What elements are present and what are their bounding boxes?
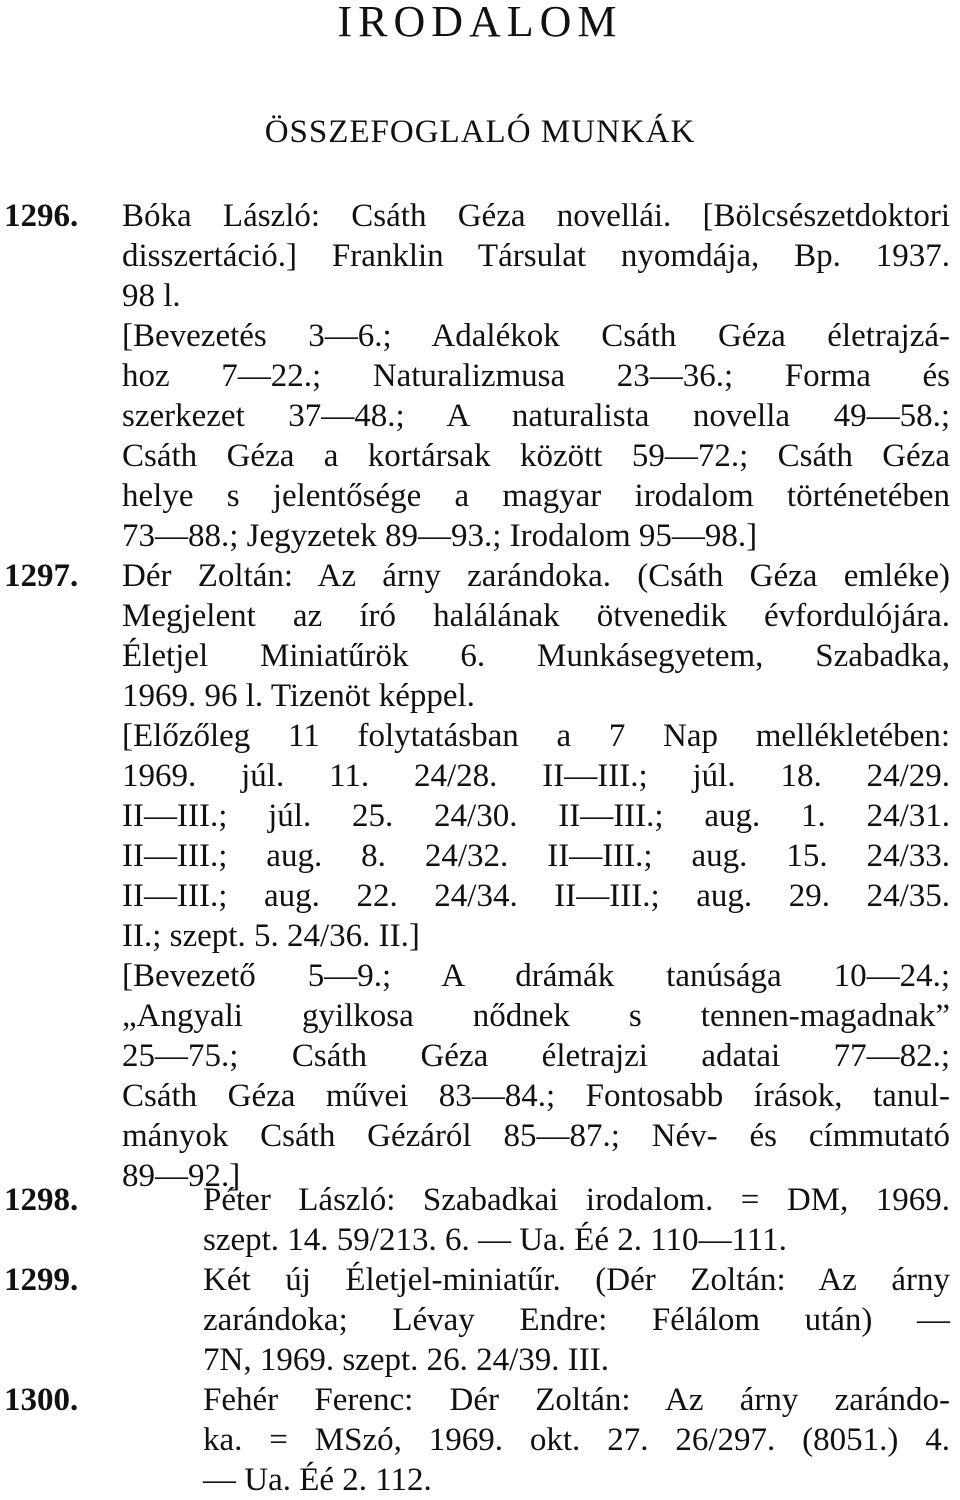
entry-line: Péter László: Szabadkai irodalom. = DM, 1969. — [203, 1182, 950, 1218]
entry-line: helye s jelentősége a magyar irodalom történetében — [122, 478, 950, 514]
entry-line: hoz 7—22.; Naturalizmusa 23—36.; Forma és — [122, 358, 950, 394]
entry-line: 25—75.; Csáth Géza életrajzi adatai 77—82.; — [122, 1038, 950, 1074]
entry-line: Dér Zoltán: Az árny zarándoka. (Csáth Géza emléke) — [122, 558, 950, 594]
entry-line: 1969. 96 l. Tizenöt képpel. — [122, 678, 475, 714]
entry-line: 98 l. — [122, 278, 181, 314]
entry-number: 1299. — [4, 1262, 79, 1298]
entry-line: II—III.; júl. 25. 24/30. II—III.; aug. 1. 24/31. — [122, 798, 950, 834]
entry-line: 7N, 1969. szept. 26. 24/39. III. — [203, 1342, 610, 1378]
entry-line: 89—92.] — [122, 1158, 241, 1194]
entry-line: II.; szept. 5. 24/36. II.] — [122, 918, 420, 954]
entry-line: 73—88.; Jegyzetek 89—93.; Irodalom 95—98.] — [122, 518, 758, 554]
entry-text — [203, 1180, 950, 1260]
entry-line: II—III.; aug. 22. 24/34. II—III.; aug. 29. 24/35. — [122, 878, 950, 914]
entry-number: 1296. — [4, 198, 79, 234]
entry-line: zarándoka; Lévay Endre: Félálom után) — — [203, 1302, 950, 1338]
entry-line: Megjelent az író halálának ötvenedik évfordulójára. — [122, 598, 950, 634]
entry-line: 1969. júl. 11. 24/28. II—III.; júl. 18. 24/29. — [122, 758, 950, 794]
entry-line: [Bevezetés 3—6.; Adalékok Csáth Géza életrajzá- — [122, 318, 950, 354]
entry-line: szept. 14. 59/213. 6. — Ua. Éé 2. 110—111. — [203, 1222, 787, 1258]
entry-line: — Ua. Éé 2. 112. — [203, 1462, 432, 1498]
entry-line: disszertáció.] Franklin Társulat nyomdája, Bp. 1937. — [122, 238, 950, 274]
page-heading: IRODALOM — [337, 0, 623, 46]
entry-line: Fehér Ferenc: Dér Zoltán: Az árny zarándo- — [203, 1382, 950, 1418]
section-title: ÖSSZEFOGLALÓ MUNKÁK — [264, 114, 696, 150]
entry-line: II—III.; aug. 8. 24/32. II—III.; aug. 15. 24/33. — [122, 838, 950, 874]
entry-line: „Angyali gyilkosa nődnek s tennen-magadnak” — [122, 998, 950, 1034]
entry-line: [Bevezető 5—9.; A drámák tanúsága 10—24.; — [122, 958, 950, 994]
entry-text — [203, 1380, 950, 1500]
entry-line: Bóka László: Csáth Géza novellái. [Bölcsészetdoktori — [122, 198, 950, 234]
entry-line: Csáth Géza művei 83—84.; Fontosabb írások, tanul- — [122, 1078, 950, 1114]
entry-line: szerkezet 37—48.; A naturalista novella 49—58.; — [122, 398, 950, 434]
entry-line: Csáth Géza a kortársak között 59—72.; Csáth Géza — [122, 438, 950, 474]
entry-line: [Előzőleg 11 folytatásban a 7 Nap mellékletében: — [122, 718, 950, 754]
entry-text — [122, 556, 950, 1196]
entry-text — [203, 1260, 950, 1380]
entry-line: ka. = MSzó, 1969. okt. 27. 26/297. (8051.) 4. — [203, 1422, 950, 1458]
entry-text — [122, 196, 950, 556]
entry-line: Két új Életjel-miniatűr. (Dér Zoltán: Az árny — [203, 1262, 950, 1298]
entry-number: 1298. — [4, 1182, 79, 1218]
entry-line: mányok Csáth Gézáról 85—87.; Név- és címmutató — [122, 1118, 950, 1154]
entry-number: 1300. — [4, 1382, 79, 1418]
entry-line: Életjel Miniatűrök 6. Munkásegyetem, Szabadka, — [122, 638, 950, 674]
entry-number: 1297. — [4, 558, 79, 594]
